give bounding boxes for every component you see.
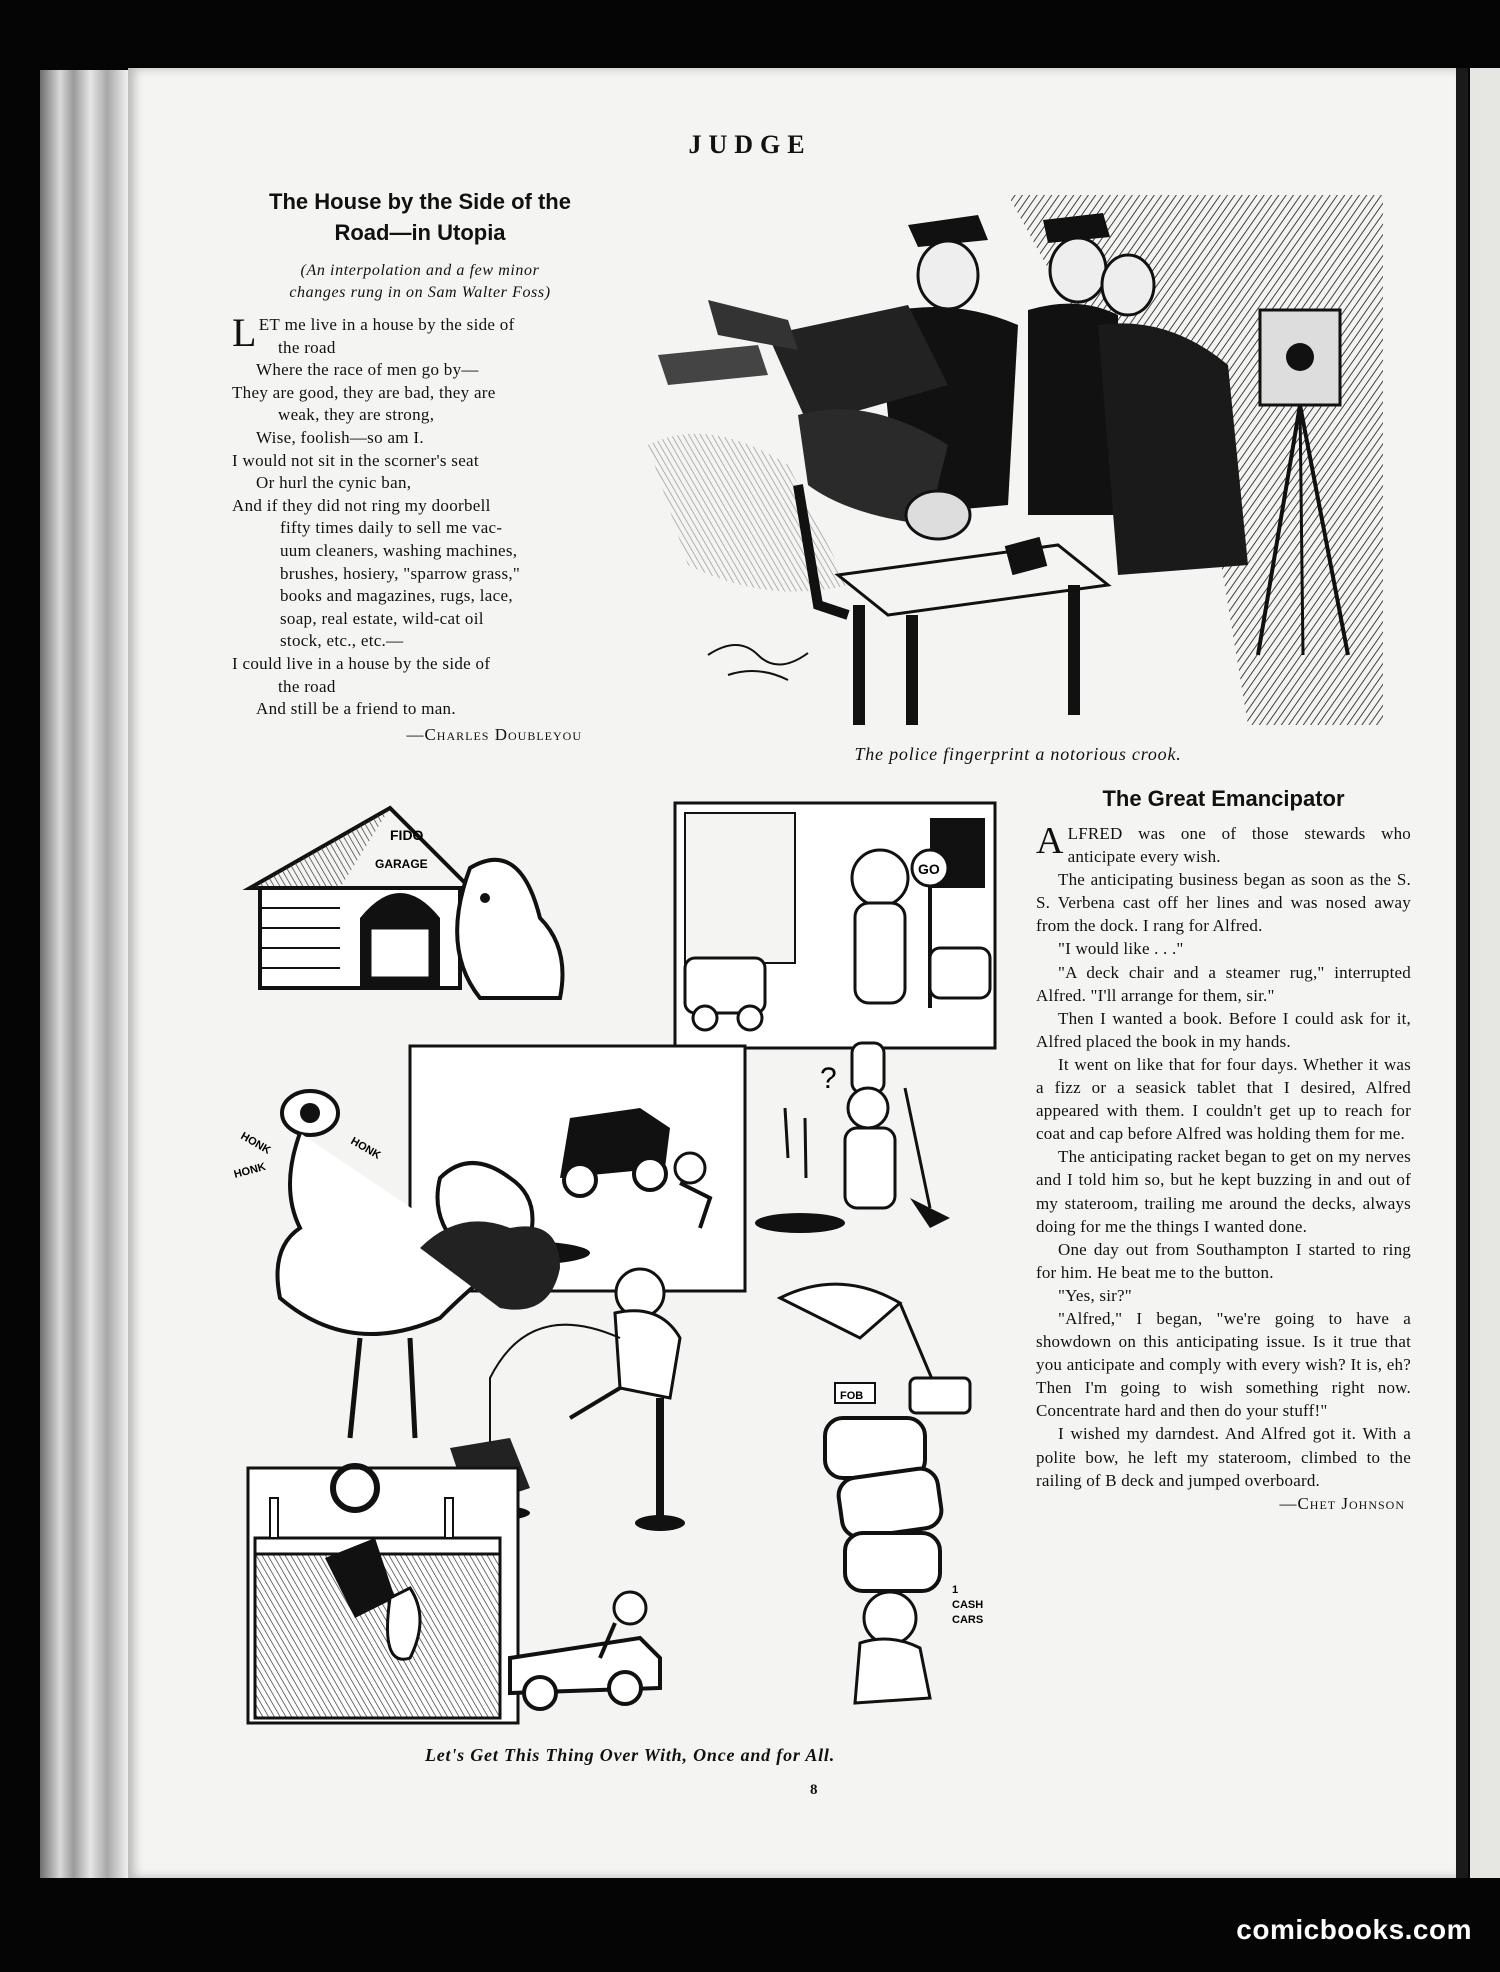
site-watermark: comicbooks.com [1236,1914,1472,1945]
story-paragraph: "I would like . . ." [1058,939,1184,959]
story-paragraph: I wished my darndest. And Alfred got it. With a polite bow, he left my stateroom, climbed to the railing of B deck and jumped overboard. [1036,1424,1411,1490]
poem-title [232,186,608,248]
collage-cartoon [232,798,1040,1748]
story-paragraph: The anticipating business began as soon as the S. S. Verbena cast off her lines and was nosed away from the dock. I rang for Alfred. [1036,870,1411,936]
collage-caption: Let's Get This Thing Over With, Once and for All. [424,1745,836,1765]
masthead: JUDGE [688,130,812,159]
poem-line: I could live in a house by the side of [232,653,491,673]
story-signature: —Chet Johnson [1279,1493,1405,1513]
poem-line: fifty times daily to sell me vac- [280,518,503,538]
question-mark-label: ? [820,1062,837,1095]
fob-tag-label: FOB [840,1390,864,1402]
fireplace-panel [248,1466,518,1723]
story-first-rest: was one of those stewards who anticipate every wish. [1067,824,1411,867]
story-paragraph [1036,822,1411,868]
story-title: The Great Emancipator [1102,786,1345,811]
poem-line: uum cleaners, washing machines, [280,540,518,560]
poem-line: And still be a friend to man. [256,699,456,719]
poem-title-line-1: The House by the Side of the [269,189,571,214]
garage-label: GARAGE [375,857,428,871]
honk-label: HONK [348,1135,383,1162]
story-column [1036,786,1411,1514]
poem-line: the road [278,676,336,696]
story-dropcap: A [1036,820,1064,862]
poem-line: the road [278,337,336,357]
stork-delivering-car [780,1284,970,1413]
poem-line: books and magazines, rugs, lace, [280,586,513,606]
poem-signature: —Charles Doubleyou [406,724,582,744]
poem-column [232,186,608,745]
page-number: 8 [810,1782,818,1798]
story-paragraph: The anticipating racket began to get on my nerves and I told him so, but he kept buzzing in and out of my stateroom, trailing me around the decks, always doing for me the things I wanted done. [1036,1147,1411,1236]
poem-title-line-2: Road—in Utopia [334,220,506,245]
poem-line: And if they did not ring my doorbell [232,495,491,515]
story-first-word: LFRED [1067,824,1123,843]
cars-label: CARS [952,1614,984,1626]
doghouse-panel [250,808,563,998]
poem-line: stock, etc., etc.— [280,631,404,651]
honk-label: HONK [232,1160,268,1181]
poem-dropcap: L [232,310,257,355]
poem-subtitle [232,260,608,304]
go-sign-label: GO [918,861,940,877]
story-paragraph: It went on like that for four days. Whether it was a fizz or a seasick tablet that I desired, Alfred appeared with them. I couldn't get up to reach for coat and cap before Alfred was holding them for me. [1036,1054,1411,1144]
poem-line: I would not sit in the scorner's seat [232,450,479,470]
poem-body [232,310,608,721]
police-cartoon [648,185,1388,735]
story-paragraph: Then I wanted a book. Before I could ask for it, Alfred placed the book in my hands. [1036,1008,1411,1051]
poem-first-word: ET [258,315,281,334]
poem-line: Wise, foolish—so am I. [256,427,424,447]
story-body [1036,822,1411,1492]
poem-line: me live in a house by the side of [280,315,515,334]
poem-line: They are good, they are bad, they are [232,382,496,402]
story-paragraph: "Alfred," I began, "we're going to have a showdown on this anticipating issue. Is it true that you anticipate and comply with every wish? It is, eh? Then I'm going to wish something right now. Concentrate hard and then do your stuff!" [1036,1308,1411,1421]
poem-line: Where the race of men go by— [256,360,479,380]
story-paragraph: "Yes, sir?" [1058,1285,1132,1305]
fido-label: FIDO [390,827,424,843]
poem-line: Or hurl the cynic ban, [256,473,412,493]
page-gutter [1456,68,1468,1878]
stacked-cars [825,1418,983,1703]
poem-subtitle-line-1: (An interpolation and a few minor [300,262,540,279]
poem-subtitle-line-2: changes rung in on Sam Walter Foss) [289,284,551,301]
small-car-driver [510,1592,660,1709]
honk-label: HONK [238,1130,273,1157]
fingerprint-table [838,537,1108,725]
poem-line: weak, they are strong, [278,405,435,425]
story-paragraph: One day out from Southampton I started to ring for him. He beat me to the button. [1036,1239,1411,1282]
one-label: 1 [952,1584,959,1596]
police-cartoon-caption: The police fingerprint a notorious crook. [854,744,1182,764]
poem-line: brushes, hosiery, "sparrow grass," [280,563,521,583]
story-paragraph: "A deck chair and a steamer rug," interrupted Alfred. "I'll arrange for them, sir." [1036,962,1411,1005]
manhole-panel [755,1043,950,1233]
traffic-cop-panel [675,803,995,1048]
cash-label: CASH [952,1599,984,1611]
next-page-edge [1470,68,1500,1878]
poem-line: soap, real estate, wild-cat oil [280,608,484,628]
